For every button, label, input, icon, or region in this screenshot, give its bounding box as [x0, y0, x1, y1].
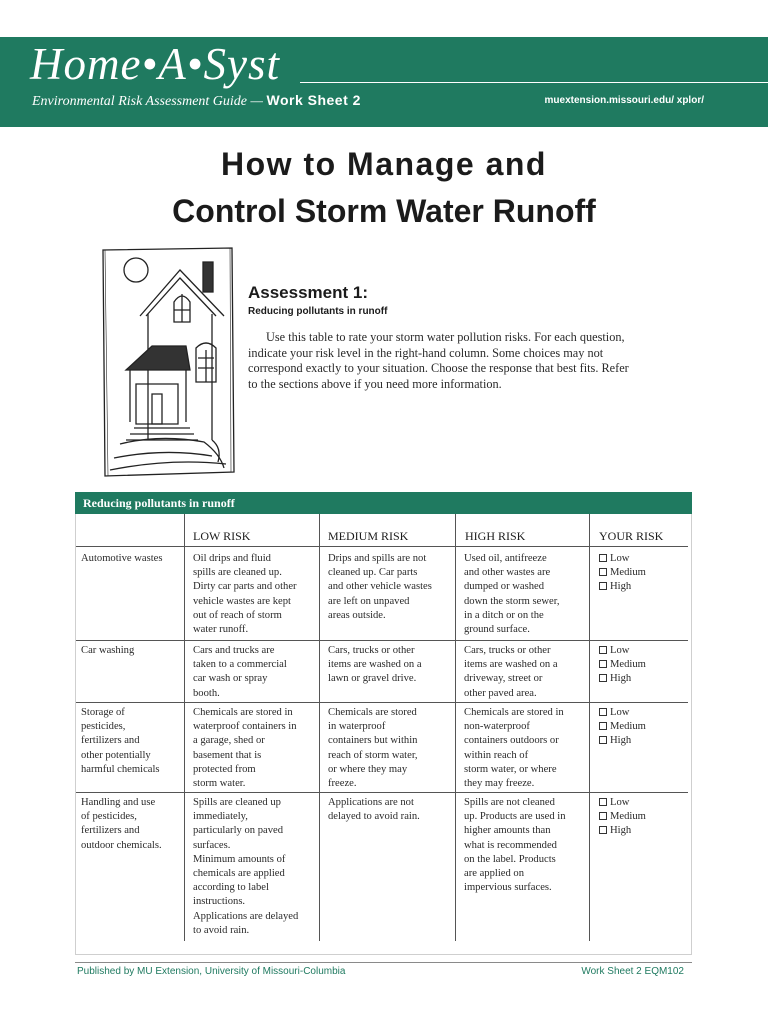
- risk-option-label: Medium: [610, 659, 646, 671]
- checkbox-icon[interactable]: [599, 646, 607, 654]
- cell-line: down the storm sewer,: [464, 595, 560, 607]
- medium-risk-cell: [328, 644, 422, 687]
- column-header-high-risk: HIGH RISK: [465, 529, 526, 543]
- cell-line: Cars and trucks are: [193, 645, 275, 656]
- topic-cell: [81, 644, 134, 658]
- worksheet-label: Work Sheet 2: [266, 92, 361, 108]
- cell-line: taken to a commercial: [193, 659, 287, 671]
- high-risk-cell: [464, 644, 558, 701]
- checkbox-icon[interactable]: [599, 826, 607, 834]
- cell-line: in a ditch or on the: [464, 609, 544, 621]
- cell-line: Chemicals are stored in: [464, 707, 564, 718]
- assessment-intro: Use this table to rate your storm water pollution risks. For each question, indicate your risk level in the right-hand column. Some choices may not correspond exactly to your situation. Choose the response that best fits. Refer to the sections above if you need more information.: [248, 330, 629, 391]
- topic-cell: [81, 706, 160, 777]
- risk-option-medium[interactable]: [599, 566, 646, 580]
- risk-option-low[interactable]: [599, 796, 646, 810]
- risk-option-high[interactable]: [599, 580, 646, 594]
- cell-line: outdoor chemicals.: [81, 839, 162, 851]
- row-divider: [76, 640, 688, 641]
- cell-line: are applied on: [464, 868, 525, 880]
- cell-line: containers outdoors or: [464, 735, 559, 747]
- low-risk-cell: [193, 796, 298, 938]
- risk-option-label: Medium: [610, 567, 646, 579]
- risk-option-low[interactable]: [599, 644, 646, 658]
- cell-line: containers but within: [328, 735, 418, 747]
- cell-line: chemicals are applied: [193, 868, 285, 880]
- assessment-heading: Assessment 1:: [248, 283, 369, 302]
- risk-option-high[interactable]: [599, 672, 646, 686]
- cell-line: other paved area.: [464, 687, 537, 699]
- cell-line: Oil drips and fluid: [193, 553, 271, 564]
- checkbox-icon[interactable]: [599, 708, 607, 716]
- risk-option-label: Medium: [610, 721, 646, 733]
- cell-line: areas outside.: [328, 609, 386, 621]
- cell-line: and other wastes are: [464, 567, 551, 579]
- risk-option-label: High: [610, 825, 632, 837]
- cell-line: out of reach of storm: [193, 609, 282, 621]
- cell-line: and other vehicle wastes: [328, 581, 432, 593]
- cell-line: Applications are not: [328, 797, 414, 808]
- high-risk-cell: [464, 796, 566, 895]
- cell-line: storm water, or where: [464, 763, 557, 775]
- cell-line: instructions.: [193, 896, 246, 908]
- low-risk-cell: [193, 644, 287, 701]
- assessment-subheading: Reducing pollutants in runoff: [248, 306, 388, 317]
- risk-option-label: Low: [610, 797, 630, 808]
- risk-option-medium[interactable]: [599, 720, 646, 734]
- row-divider: [76, 546, 688, 547]
- cell-line: delayed to avoid rain.: [328, 811, 420, 823]
- checkbox-icon[interactable]: [599, 568, 607, 576]
- cell-line: Dirty car parts and other: [193, 581, 297, 593]
- cell-line: reach of storm water,: [328, 749, 418, 761]
- cell-line: lawn or gravel drive.: [328, 673, 417, 685]
- medium-risk-cell: [328, 706, 418, 791]
- header-url[interactable]: muextension.missouri.edu/ xplor/: [544, 95, 704, 106]
- cell-line: Chemicals are stored in: [193, 707, 293, 718]
- checkbox-icon[interactable]: [599, 582, 607, 590]
- checkbox-icon[interactable]: [599, 722, 607, 730]
- home-a-syst-logo: Home•A•Syst: [30, 39, 280, 89]
- cell-line: or where they may: [328, 763, 408, 775]
- cell-line: freeze.: [328, 778, 357, 790]
- cell-line: according to label: [193, 882, 269, 894]
- cell-line: impervious surfaces.: [464, 882, 552, 894]
- cell-line: Applications are delayed: [193, 910, 299, 922]
- low-risk-cell: [193, 706, 297, 791]
- cell-line: Spills are not cleaned: [464, 797, 555, 808]
- column-header-medium-risk: MEDIUM RISK: [328, 529, 409, 543]
- guide-subtitle: [32, 92, 361, 110]
- your-risk-options: [599, 552, 646, 595]
- topic-cell: [81, 552, 163, 566]
- cell-line: of pesticides,: [81, 811, 137, 823]
- row-divider: [76, 702, 688, 703]
- banner-rule: [300, 82, 768, 83]
- cell-line: fertilizers and: [81, 825, 140, 837]
- footer-publisher: Published by MU Extension, University of Missouri-Columbia: [77, 966, 346, 977]
- column-divider: [589, 514, 590, 941]
- risk-option-medium[interactable]: [599, 810, 646, 824]
- cell-line: to avoid rain.: [193, 924, 250, 936]
- cell-line: on the label. Products: [464, 853, 556, 865]
- cell-line: within reach of: [464, 749, 529, 761]
- cell-line: other potentially: [81, 749, 151, 761]
- checkbox-icon[interactable]: [599, 798, 607, 806]
- risk-option-low[interactable]: [599, 552, 646, 566]
- cell-line: harmful chemicals: [81, 763, 160, 775]
- footer-worksheet-id: Work Sheet 2 EQM102: [581, 966, 684, 977]
- cell-line: water runoff.: [193, 624, 249, 636]
- cell-line: Storage of: [81, 707, 125, 718]
- row-divider: [76, 792, 688, 793]
- column-header-low-risk: LOW RISK: [193, 529, 251, 543]
- your-risk-options: [599, 644, 646, 687]
- checkbox-icon[interactable]: [599, 812, 607, 820]
- cell-line: spills are cleaned up.: [193, 567, 282, 579]
- cell-line: Handling and use: [81, 797, 156, 808]
- high-risk-cell: [464, 706, 564, 791]
- risk-table-title: Reducing pollutants in runoff: [75, 492, 692, 514]
- risk-option-high[interactable]: [599, 734, 646, 748]
- house-illustration: [100, 244, 236, 482]
- cell-line: what is recommended: [464, 839, 557, 851]
- cell-line: up. Products are used in: [464, 811, 566, 823]
- cell-line: Cars, trucks or other: [464, 645, 551, 656]
- risk-option-low[interactable]: [599, 706, 646, 720]
- cell-line: booth.: [193, 687, 220, 699]
- cell-line: protected from: [193, 763, 256, 775]
- low-risk-cell: [193, 552, 297, 637]
- risk-option-label: High: [610, 581, 632, 593]
- cell-line: ground surface.: [464, 624, 530, 636]
- column-divider: [455, 514, 456, 941]
- checkbox-icon[interactable]: [599, 660, 607, 668]
- medium-risk-cell: [328, 552, 432, 623]
- checkbox-icon[interactable]: [599, 736, 607, 744]
- cell-line: Car washing: [81, 645, 135, 656]
- cell-line: cleaned up. Car parts: [328, 567, 418, 579]
- cell-line: items are washed on a: [464, 659, 558, 671]
- cell-line: waterproof containers in: [193, 721, 297, 733]
- risk-option-high[interactable]: [599, 824, 646, 838]
- cell-line: in waterproof: [328, 721, 386, 733]
- cell-line: driveway, street or: [464, 673, 543, 685]
- cell-line: Cars, trucks or other: [328, 645, 415, 656]
- cell-line: Used oil, antifreeze: [464, 553, 547, 564]
- risk-option-medium[interactable]: [599, 658, 646, 672]
- cell-line: car wash or spray: [193, 673, 268, 685]
- cell-line: Drips and spills are not: [328, 553, 427, 564]
- column-divider: [319, 514, 320, 941]
- page-title-line-1: How to Manage and: [221, 146, 547, 182]
- risk-option-label: Medium: [610, 811, 646, 823]
- cell-line: immediately,: [193, 811, 248, 823]
- guide-name: Environmental Risk Assessment Guide —: [32, 94, 263, 109]
- risk-option-label: High: [610, 735, 632, 747]
- cell-line: higher amounts than: [464, 825, 551, 837]
- cell-line: storm water.: [193, 778, 246, 790]
- cell-line: vehicle wastes are kept: [193, 595, 291, 607]
- cell-line: they may freeze.: [464, 778, 535, 790]
- cell-line: surfaces.: [193, 839, 231, 851]
- cell-line: Automotive wastes: [81, 553, 163, 564]
- risk-option-label: Low: [610, 553, 630, 564]
- your-risk-options: [599, 796, 646, 839]
- page-title-line-2: Control Storm Water Runoff: [172, 193, 596, 229]
- cell-line: Chemicals are stored: [328, 707, 417, 718]
- medium-risk-cell: [328, 796, 420, 824]
- risk-option-label: Low: [610, 707, 630, 718]
- risk-option-label: Low: [610, 645, 630, 656]
- cell-line: a garage, shed or: [193, 735, 265, 747]
- cell-line: items are washed on a: [328, 659, 422, 671]
- high-risk-cell: [464, 552, 560, 637]
- footer-rule: [75, 962, 692, 963]
- checkbox-icon[interactable]: [599, 554, 607, 562]
- cell-line: dumped or washed: [464, 581, 545, 593]
- column-header-your-risk: YOUR RISK: [599, 529, 664, 543]
- topic-cell: [81, 796, 162, 853]
- risk-option-label: High: [610, 673, 632, 685]
- cell-line: particularly on paved: [193, 825, 284, 837]
- cell-line: Spills are cleaned up: [193, 797, 281, 808]
- cell-line: pesticides,: [81, 721, 126, 733]
- cell-line: Minimum amounts of: [193, 853, 286, 865]
- cell-line: non-waterproof: [464, 721, 530, 733]
- column-divider: [184, 514, 185, 941]
- cell-line: are left on unpaved: [328, 595, 410, 607]
- cell-line: fertilizers and: [81, 735, 140, 747]
- your-risk-options: [599, 706, 646, 749]
- checkbox-icon[interactable]: [599, 674, 607, 682]
- cell-line: basement that is: [193, 749, 262, 761]
